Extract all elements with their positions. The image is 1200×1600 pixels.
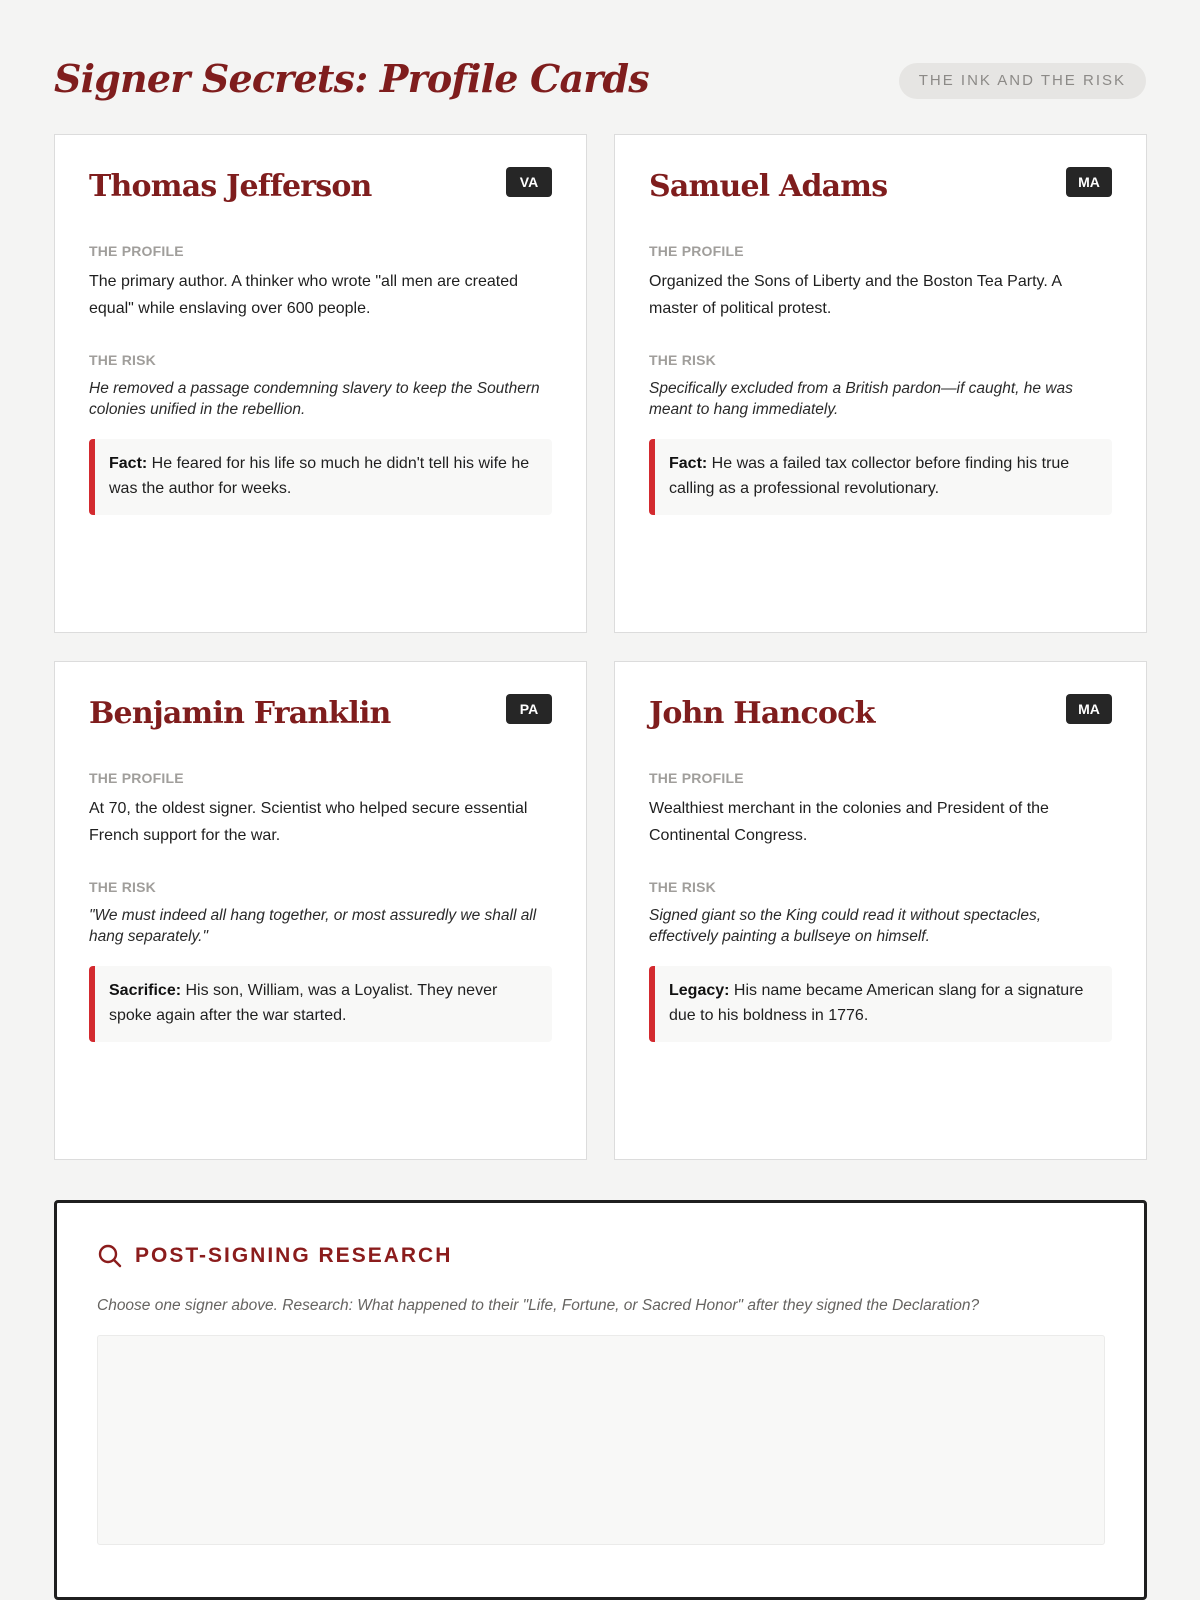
- signer-card-adams: [614, 134, 1147, 633]
- card-header: [89, 692, 552, 742]
- card-header: [649, 692, 1112, 742]
- research-answer-area[interactable]: [97, 1335, 1105, 1545]
- signer-name: John Hancock: [649, 696, 875, 731]
- profile-text: The primary author. A thinker who wrote "all men are created equal" while enslaving over 600 people.: [89, 273, 518, 317]
- signer-name: Thomas Jefferson: [89, 169, 372, 204]
- risk-label: THE RISK: [89, 352, 156, 368]
- fact-label: Sacrifice:: [109, 982, 182, 999]
- state-badge: PA: [506, 694, 552, 724]
- fact-box: [649, 439, 1112, 515]
- signer-name: Benjamin Franklin: [89, 696, 391, 731]
- profile-text: Organized the Sons of Liberty and the Boston Tea Party. A master of political protest.: [649, 273, 1062, 317]
- risk-text: Signed giant so the King could read it without spectacles, effectively painting a bullseye on himself.: [649, 907, 1042, 945]
- fact-text: His son, William, was a Loyalist. They never spoke again after the war started.: [109, 982, 498, 1024]
- fact-box: [89, 966, 552, 1042]
- research-header: [97, 1241, 1104, 1271]
- research-title: POST-SIGNING RESEARCH: [135, 1244, 453, 1267]
- profile-label: THE PROFILE: [89, 770, 184, 786]
- research-prompt: Choose one signer above. Research: What happened to their "Life, Fortune, or Sacred Honor" after they signed the Declaration?: [97, 1297, 980, 1314]
- fact-box: [89, 439, 552, 515]
- card-grid: [54, 134, 1147, 1160]
- state-badge: VA: [506, 167, 552, 197]
- card-header: [649, 165, 1112, 215]
- fact-text: He feared for his life so much he didn't tell his wife he was the author for weeks.: [109, 455, 530, 497]
- card-header: [89, 165, 552, 215]
- search-icon: [97, 1243, 123, 1269]
- profile-label: THE PROFILE: [89, 243, 184, 259]
- state-badge: MA: [1066, 694, 1112, 724]
- signer-card-jefferson: [54, 134, 587, 633]
- page-header: [54, 50, 1146, 114]
- research-panel: [54, 1200, 1147, 1600]
- state-badge: MA: [1066, 167, 1112, 197]
- header-badge: THE INK AND THE RISK: [899, 63, 1146, 99]
- risk-text: He removed a passage condemning slavery to keep the Southern colonies unified in the rebellion.: [89, 380, 540, 418]
- fact-label: Fact:: [669, 455, 708, 472]
- fact-label: Legacy:: [669, 982, 730, 999]
- risk-label: THE RISK: [649, 879, 716, 895]
- fact-text: He was a failed tax collector before finding his true calling as a professional revolutionary.: [669, 455, 1070, 497]
- risk-text: Specifically excluded from a British pardon—if caught, he was meant to hang immediately.: [649, 380, 1073, 418]
- profile-text: Wealthiest merchant in the colonies and President of the Continental Congress.: [649, 800, 1049, 844]
- fact-text: His name became American slang for a signature due to his boldness in 1776.: [669, 982, 1084, 1024]
- signer-card-hancock: [614, 661, 1147, 1160]
- risk-label: THE RISK: [649, 352, 716, 368]
- risk-text: "We must indeed all hang together, or most assuredly we shall all hang separately.": [89, 907, 537, 945]
- profile-text: At 70, the oldest signer. Scientist who helped secure essential French support for the war.: [89, 800, 528, 844]
- risk-label: THE RISK: [89, 879, 156, 895]
- fact-box: [649, 966, 1112, 1042]
- page-title: Signer Secrets: Profile Cards: [54, 56, 649, 101]
- profile-label: THE PROFILE: [649, 243, 744, 259]
- profile-label: THE PROFILE: [649, 770, 744, 786]
- fact-label: Fact:: [109, 455, 148, 472]
- signer-name: Samuel Adams: [649, 169, 888, 204]
- signer-card-franklin: [54, 661, 587, 1160]
